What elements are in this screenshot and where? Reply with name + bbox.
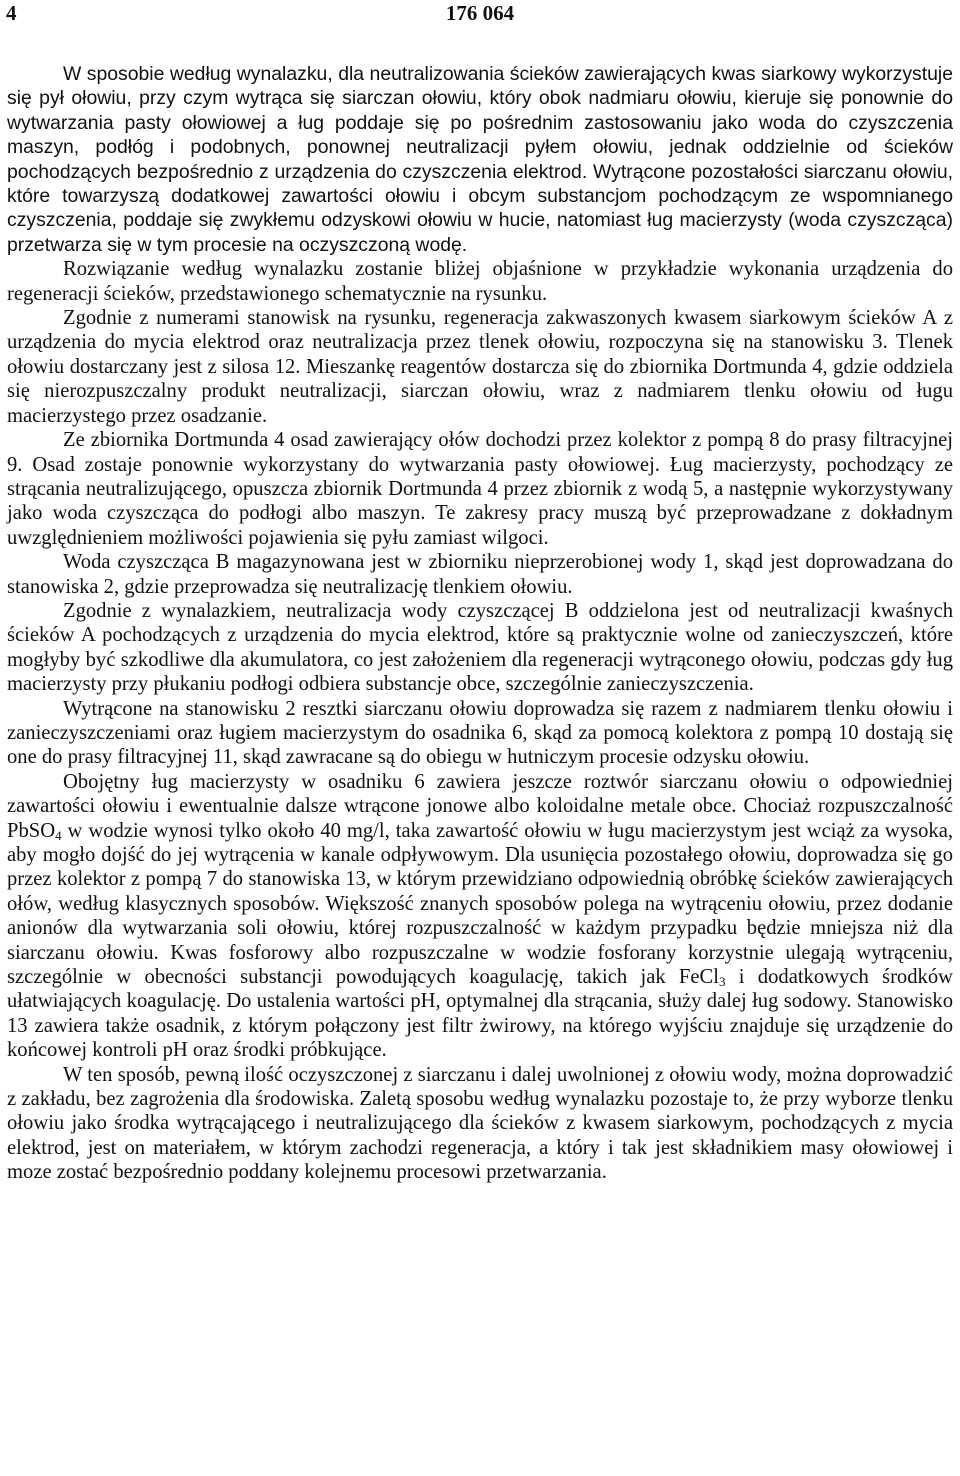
paragraph-text: Wytrącone na stanowisku 2 resztki siarczanu ołowiu doprowadza się razem z nadmiarem tlenku ołowiu i zanieczyszczeniami oraz ługiem macierzystym do osadnika 6, skąd za pomocą kolektora z pompą 10 dostają się one do prasy filtracyjnej 11, skąd zawracane są do obiegu w hutniczym procesie odzysku ołowiu.	[7, 697, 953, 769]
body-paragraph	[7, 599, 953, 697]
body-paragraph	[7, 770, 953, 1063]
document-body	[7, 62, 953, 1185]
paragraph-text: W sposobie według wynalazku, dla neutralizowania ścieków zawierających kwas siarkowy wykorzystuje się pył ołowiu, przy czym wytrąca się siarczan ołowiu, który obok nadmiaru ołowiu, kieruje się ponownie do wytwarzania pasty ołowiowej a ług poddaje się po pośrednim zastosowaniu jako woda do czyszczenia maszyn, podłóg i podobnych, ponownej neutralizacji pyłem ołowiu, jednak oddzielnie od ścieków pochodzących bezpośrednio z urządzenia do czyszczenia elektrod. Wytrącone pozostałości siarczanu ołowiu, które towarzyszą dodatkowej zawartości ołowiu i obcym substancjom pochodzącym ze wspomnianego czyszczenia, poddaje się zwykłemu odzyskowi ołowiu w hucie, natomiast ług macierzysty (woda czyszcząca) przetwarza się w tym procesie na oczyszczoną wodę.	[7, 63, 953, 256]
paragraph-text: Ze zbiornika Dortmunda 4 osad zawierający ołów dochodzi przez kolektor z pompą 8 do prasy filtracyjnej 9. Osad zostaje ponownie wykorzystany do wytwarzania pasty ołowiowej. Ług macierzysty, pochodzący ze strącania neutralizującego, opuszcza zbiornik Dortmunda 4 przez zbiornik z wodą 5, a następnie wykorzystywany jako woda czyszcząca do podłogi albo maszyn. Te zakresy pracy muszą być przeprowadzane z dokładnym uwzględnieniem możliwości pojawienia się pyłu zamiast wilgoci.	[7, 429, 953, 549]
subscript-text: 3	[718, 974, 726, 990]
paragraph-text: i dodatkowych środków ułatwiających koagulację. Do ustalenia wartości pH, optymalnej dla strącania, służy dalej ług sodowy. Stanowisko 13 zawiera także osadnik, z którym połączony jest filtr żwirowy, na którego wyjściu znajduje się urządzenie do końcowej kontroli pH oraz środki próbkujące.	[7, 966, 953, 1062]
paragraph-text: Obojętny ług macierzysty w osadniku 6 zawiera jeszcze roztwór siarczanu ołowiu o odpowiedniej zawartości ołowiu i ewentualnie dalsze wtrącone jonowe albo koloidalne metale obce. Chociaż rozpuszczalność PbSO	[7, 770, 953, 842]
subscript-text: 4	[55, 827, 62, 843]
body-paragraph	[7, 697, 953, 770]
body-paragraph	[7, 257, 953, 306]
page-header	[4, 0, 956, 28]
page-number: 4	[6, 1, 17, 25]
paragraph-text: W ten sposób, pewną ilość oczyszczonej z siarczanu i dalej uwolnionej z ołowiu wody, można doprowadzić z zakładu, bez zagrożenia dla środowiska. Zaletą sposobu według wynalazku pozostaje to, że przy wyborze tlenku ołowiu jako środka wytrącającego i neutralizującego dla ścieków z kwasem siarkowym, pochodzących z mycia elektrod, jest on materiałem, w którym zachodzi regeneracja, a który i tak jest składnikiem masy ołowiowej i moze zostać bezpośrednio poddany kolejnemu procesowi przetwarzania.	[7, 1063, 953, 1184]
body-paragraph	[7, 428, 953, 550]
paragraph-text: w wodzie wynosi tylko około 40 mg/l, taka zawartość ołowiu w ługu macierzystym jest wciąż za wysoka, aby mogło dojść do jej wytrącenia w kanale odpływowym. Dla usunięcia pozostałego ołowiu, doprowadza się go przez kolektor z pompą 7 do stanowiska 13, w którym przewidziano odpowiednią obróbkę ścieków zawierających ołów, według klasycznych sposobów. Większość znanych sposobów polega na wytrąceniu ołowiu, przez dodanie anionów dla wytwarzania soli ołowiu, której rozpuszczalność w każdym przypadku będzie mniejsza niż dla siarczanu ołowiu. Kwas fosforowy albo rozpuszczalne w wodzie fosforany korzystnie ulegają wytrąceniu, szczególnie w obecności substancji powodujących koagulację, takich jak FeCl	[7, 819, 953, 989]
document-number: 176 064	[445, 1, 515, 25]
paragraph-text: Zgodnie z wynalazkiem, neutralizacja wody czyszczącej B oddzielona jest od neutralizacji kwaśnych ścieków A pochodzących z urządzenia do mycia elektrod, które są praktycznie wolne od zanieczyszczeń, które mogłyby być szkodliwe dla akumulatora, co jest założeniem dla regeneracji wytrąconego ołowiu, podczas gdy ług macierzysty przy płukaniu podłogi odbiera substancje obce, szczególnie zanieczyszczenia.	[7, 599, 953, 696]
paragraph-text: Rozwiązanie według wynalazku zostanie bliżej objaśnione w przykładzie wykonania urządzenia do regeneracji ścieków, przedstawionego schematycznie na rysunku.	[7, 258, 953, 305]
body-paragraph	[7, 550, 953, 599]
body-paragraph	[7, 306, 953, 428]
paragraph-text: Woda czyszcząca B magazynowana jest w zbiorniku nieprzerobionej wody 1, skąd jest doprowadzana do stanowiska 2, gdzie przeprowadza się neutralizację tlenkiem ołowiu.	[7, 551, 953, 598]
paragraph-text: Zgodnie z numerami stanowisk na rysunku, regeneracja zakwaszonych kwasem siarkowym ścieków A z urządzenia do mycia elektrod oraz neutralizacja przez tlenek ołowiu, rozpoczyna się na stanowisku 3. Tlenek ołowiu dostarczany jest z silosa 12. Mieszankę reagentów dostarcza się do zbiornika Dortmunda 4, gdzie oddziela się nierozpuszczalny produkt neutralizacji, siarczan ołowiu, wraz z nadmiarem tlenku ołowiu od ługu macierzystego przez osadzanie.	[7, 307, 953, 427]
body-paragraph	[7, 1063, 953, 1185]
body-paragraph	[7, 62, 953, 257]
